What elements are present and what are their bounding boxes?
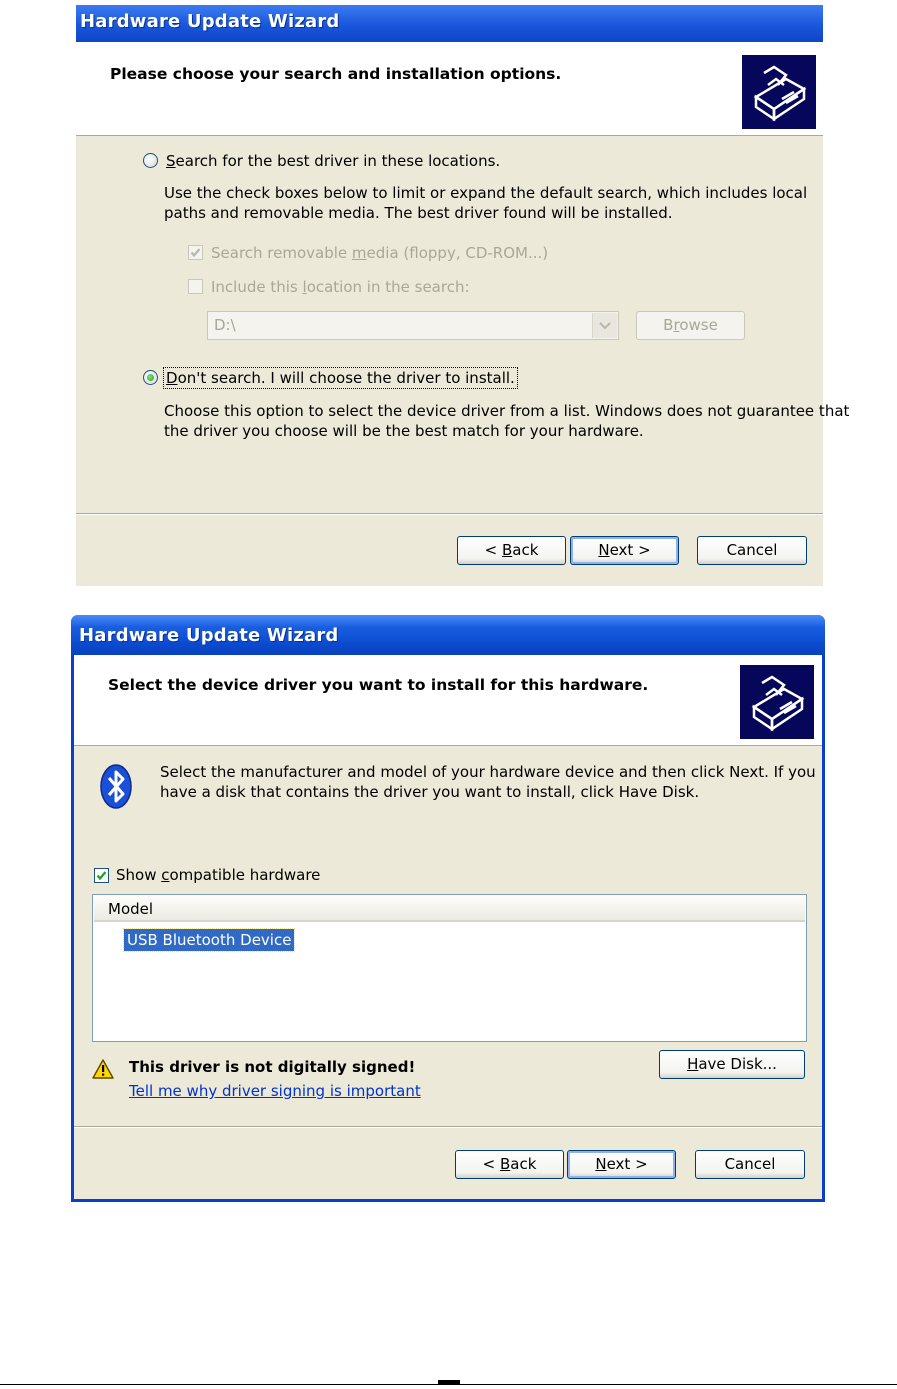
search-removable-media-label[interactable]: Search removable media (floppy, CD-ROM...) [211, 244, 549, 262]
dont-search-description-line-1: Choose this option to select the device driver from a list. Windows does not guarantee that [164, 402, 850, 420]
hardware-wizard-icon [742, 55, 816, 129]
wizard-dialog-search-options [76, 5, 850, 586]
search-description-line-1: Use the check boxes below to limit or expand the default search, which includes local [164, 184, 808, 202]
bluetooth-icon [100, 764, 132, 809]
window-title: Hardware Update Wizard [80, 11, 340, 32]
browse-button[interactable]: Browse [636, 311, 745, 340]
driver-signing-link[interactable]: Tell me why driver signing is important [129, 1082, 421, 1100]
show-compatible-hardware-label[interactable]: Show compatible hardware [116, 866, 321, 884]
header-title: Select the device driver you want to install for this hardware. [108, 676, 649, 694]
header-title: Please choose your search and installation options. [110, 65, 562, 83]
location-path-combobox[interactable] [207, 311, 619, 340]
checkbox-show-compatible-hardware[interactable] [94, 868, 109, 883]
intro-text-line-2: have a disk that contains the driver you want to install, click Have Disk. [160, 783, 700, 801]
cancel-button[interactable]: Cancel [695, 1150, 805, 1179]
list-item-label: USB Bluetooth Device [127, 931, 292, 949]
option-dont-search-label[interactable]: Don't search. I will choose the driver to install. [166, 369, 515, 387]
option-search-label[interactable]: Search for the best driver in these locations. [166, 152, 501, 170]
back-button[interactable]: < Back [455, 1150, 564, 1179]
model-header-label: Model [108, 900, 154, 918]
checkbox-include-location[interactable] [188, 279, 203, 294]
checkmark-icon [190, 247, 201, 258]
list-item[interactable] [124, 929, 294, 951]
wizard-header [76, 42, 823, 136]
divider [74, 1126, 822, 1128]
search-description-line-2: paths and removable media. The best driver found will be installed. [164, 204, 673, 222]
wizard-dialog-select-driver [71, 615, 825, 1202]
checkbox-search-removable-media[interactable] [188, 245, 203, 260]
unsigned-driver-warning: This driver is not digitally signed! [129, 1058, 416, 1076]
title-bar[interactable] [71, 615, 825, 655]
model-listbox[interactable] [92, 894, 807, 1042]
include-location-label[interactable]: Include this location in the search: [211, 278, 470, 296]
model-column-header[interactable] [94, 896, 805, 922]
cancel-button[interactable]: Cancel [697, 536, 807, 565]
back-button[interactable]: < Back [457, 536, 566, 565]
location-path-value: D:\ [214, 316, 236, 334]
dropdown-arrow-icon[interactable] [592, 313, 617, 338]
warning-icon [92, 1059, 114, 1079]
next-button[interactable]: Next > [567, 1150, 676, 1179]
window-title: Hardware Update Wizard [79, 625, 339, 646]
hardware-wizard-icon [740, 665, 814, 739]
radio-dont-search[interactable] [143, 370, 158, 385]
page-marker [438, 1380, 460, 1385]
radio-search-best-driver[interactable] [143, 153, 158, 168]
checkmark-icon [96, 870, 107, 881]
next-button[interactable]: Next > [570, 536, 679, 565]
title-bar[interactable] [76, 5, 823, 42]
divider [76, 513, 823, 515]
intro-text-line-1: Select the manufacturer and model of your hardware device and then click Next. If you [160, 763, 816, 781]
have-disk-button[interactable]: Have Disk... [659, 1050, 805, 1079]
dont-search-description-line-2: the driver you choose will be the best match for your hardware. [164, 422, 644, 440]
wizard-header [74, 655, 822, 746]
